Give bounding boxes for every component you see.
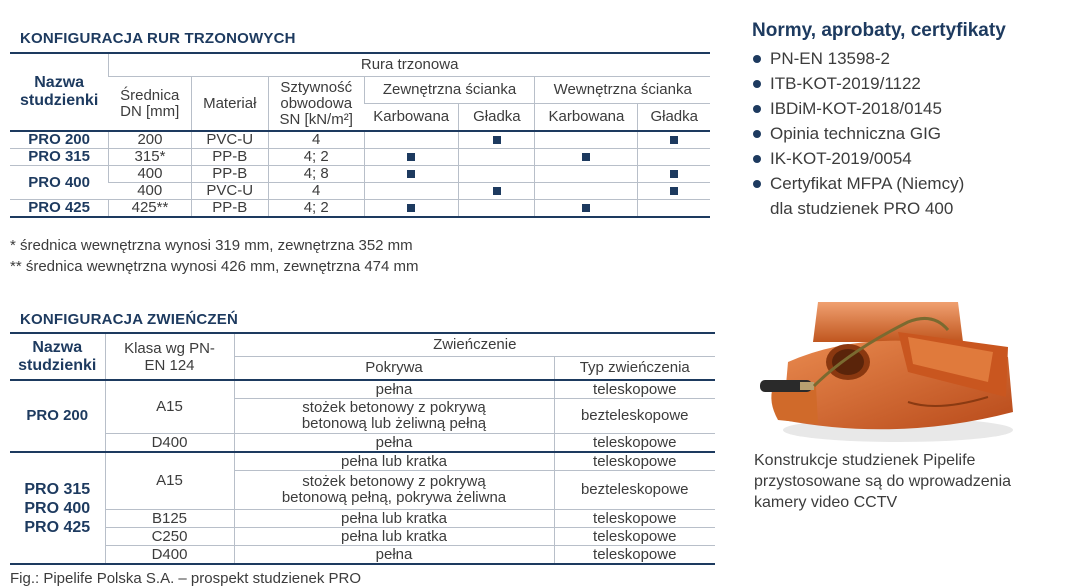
bullet-icon xyxy=(753,80,761,88)
norm-text: Opinia techniczna GIG xyxy=(770,124,942,143)
square-marker-icon xyxy=(493,187,501,195)
header-outer: Zewnętrzna ścianka xyxy=(364,77,535,104)
table-row xyxy=(10,183,710,200)
cover-header-cover: Pokrywa xyxy=(234,357,554,381)
header-pipe: Rura trzonowa xyxy=(109,53,710,77)
norm-text: IBDiM-KOT-2018/0145 xyxy=(770,99,942,118)
cover-class-b125: B125 xyxy=(105,510,234,528)
table-row xyxy=(10,149,710,166)
diameter-cell: 425** xyxy=(109,200,191,218)
cut-off-text: Fig.: Pipelife Polska S.A. – prospekt studzienek PRO xyxy=(10,570,361,587)
bullet-icon xyxy=(753,105,761,113)
cover-config-table xyxy=(10,332,715,565)
row-name: PRO 425 xyxy=(10,200,109,218)
mark-cell xyxy=(364,166,459,183)
table-row xyxy=(10,434,715,453)
stiffness-cell: 4; 8 xyxy=(268,166,364,183)
mark-cell xyxy=(459,149,535,166)
cover-name-pro425: PRO 425 xyxy=(24,518,91,536)
square-marker-icon xyxy=(493,136,501,144)
norm-text: IK-KOT-2019/0054 xyxy=(770,149,912,168)
material-cell: PP-B xyxy=(191,149,268,166)
mark-cell xyxy=(638,149,710,166)
list-item xyxy=(752,96,964,121)
cover-class-d400: D400 xyxy=(105,546,234,565)
cover-header-class: Klasa wg PN-EN 124 xyxy=(105,333,234,380)
cover-class-c250: C250 xyxy=(105,528,234,546)
cover-cell: stożek betonowy z pokrywą betonową lub żeliwną pełną xyxy=(234,399,554,434)
table-row xyxy=(10,200,710,218)
bullet-icon xyxy=(753,180,761,188)
cover-cell: pełna xyxy=(234,434,554,453)
header-material: Materiał xyxy=(191,77,268,132)
mark-cell xyxy=(459,183,535,200)
cover-cell: stożek betonowy z pokrywą betonową pełną, pokrywa żeliwna xyxy=(234,471,554,510)
photo-caption: Konstrukcje studzienek Pipelife przystosowane są do wprowadzenia kamery video CCTV xyxy=(754,452,1012,511)
square-marker-icon xyxy=(407,153,415,161)
bullet-icon xyxy=(753,155,761,163)
list-item xyxy=(752,171,964,221)
mark-cell xyxy=(364,183,459,200)
cover-cell: pełna xyxy=(234,546,554,565)
mark-cell xyxy=(459,131,535,149)
mark-cell xyxy=(535,183,638,200)
table-row xyxy=(10,528,715,546)
list-item xyxy=(752,71,964,96)
stiffness-cell: 4 xyxy=(268,183,364,200)
header-name: Nazwa studzienki xyxy=(10,53,109,131)
mark-cell xyxy=(364,131,459,149)
material-cell: PVC-U xyxy=(191,183,268,200)
type-cell: teleskopowe xyxy=(554,380,715,399)
mark-cell xyxy=(535,200,638,218)
footnote-2: ** średnica wewnętrzna wynosi 426 mm, zewnętrzna 474 mm xyxy=(10,258,419,275)
type-cell: bezteleskopowe xyxy=(554,399,715,434)
header-inner-corrugated: Karbowana xyxy=(535,104,638,132)
cover-header-group: Zwieńczenie xyxy=(234,333,715,357)
diameter-cell: 400 xyxy=(109,166,191,183)
bullet-icon xyxy=(753,130,761,138)
header-stiffness-text: Sztywność obwodowa SN [kN/m²] xyxy=(279,78,353,128)
pipe-config-title: KONFIGURACJA RUR TRZONOWYCH xyxy=(20,30,296,47)
stiffness-cell: 4; 2 xyxy=(268,149,364,166)
table-row xyxy=(10,510,715,528)
cover-cell: pełna lub kratka xyxy=(234,452,554,471)
mark-cell xyxy=(638,131,710,149)
cover-class-a15: A15 xyxy=(105,452,234,510)
table-row xyxy=(10,380,715,399)
cover-header-type: Typ zwieńczenia xyxy=(554,357,715,381)
mark-cell xyxy=(638,166,710,183)
table-row xyxy=(10,131,710,149)
cover-name-pro400: PRO 400 xyxy=(24,499,91,517)
mark-cell xyxy=(459,166,535,183)
mark-cell xyxy=(364,149,459,166)
mark-cell xyxy=(535,166,638,183)
square-marker-icon xyxy=(670,136,678,144)
mark-cell xyxy=(638,183,710,200)
table-row xyxy=(10,166,710,183)
manhole-photo xyxy=(758,302,1018,444)
header-inner-smooth: Gładka xyxy=(638,104,710,132)
diameter-cell: 200 xyxy=(109,131,191,149)
header-inner: Wewnętrzna ścianka xyxy=(535,77,710,104)
stiffness-cell: 4; 2 xyxy=(268,200,364,218)
norm-text: Certyfikat MFPA (Niemcy) xyxy=(770,174,965,193)
row-name: PRO 200 xyxy=(10,131,109,149)
diameter-cell: 315* xyxy=(109,149,191,166)
square-marker-icon xyxy=(407,204,415,212)
cover-cell: pełna lub kratka xyxy=(234,528,554,546)
table-row xyxy=(10,452,715,471)
type-cell: bezteleskopowe xyxy=(554,471,715,510)
material-cell: PP-B xyxy=(191,166,268,183)
footnote-1: * średnica wewnętrzna wynosi 319 mm, zewnętrzna 352 mm xyxy=(10,237,413,254)
table-row xyxy=(10,546,715,565)
square-marker-icon xyxy=(670,170,678,178)
square-marker-icon xyxy=(670,187,678,195)
list-item xyxy=(752,121,964,146)
cover-name-pro200: PRO 200 xyxy=(10,380,105,452)
cover-class-d400: D400 xyxy=(105,434,234,453)
pipe-config-table xyxy=(10,52,710,218)
list-item xyxy=(752,46,964,71)
material-cell: PP-B xyxy=(191,200,268,218)
stiffness-cell: 4 xyxy=(268,131,364,149)
cover-cell: pełna lub kratka xyxy=(234,510,554,528)
cover-header-name: Nazwa studzienki xyxy=(10,333,105,380)
bullet-icon xyxy=(753,55,761,63)
diameter-cell: 400 xyxy=(109,183,191,200)
norm-subtext: dla studzienek PRO 400 xyxy=(770,199,954,218)
row-name: PRO 315 xyxy=(10,149,109,166)
type-cell: teleskopowe xyxy=(554,452,715,471)
cover-config-title: KONFIGURACJA ZWIEŃCZEŃ xyxy=(20,311,239,328)
square-marker-icon xyxy=(582,153,590,161)
mark-cell xyxy=(364,200,459,218)
header-outer-corrugated: Karbowana xyxy=(364,104,459,132)
header-outer-smooth: Gładka xyxy=(459,104,535,132)
header-diameter: Średnica DN [mm] xyxy=(109,77,191,132)
type-cell: teleskopowe xyxy=(554,528,715,546)
norm-text: ITB-KOT-2019/1122 xyxy=(770,74,921,93)
type-cell: teleskopowe xyxy=(554,434,715,453)
material-cell: PVC-U xyxy=(191,131,268,149)
norm-text: PN-EN 13598-2 xyxy=(770,49,891,68)
cover-class-a15: A15 xyxy=(105,380,234,434)
mark-cell xyxy=(535,131,638,149)
norms-title: Normy, aprobaty, certyfikaty xyxy=(752,20,1006,41)
cover-name-group2 xyxy=(10,452,105,564)
mark-cell xyxy=(638,200,710,218)
type-cell: teleskopowe xyxy=(554,546,715,565)
row-name: PRO 400 xyxy=(10,166,109,200)
header-stiffness xyxy=(268,77,364,132)
norms-list xyxy=(752,46,964,221)
square-marker-icon xyxy=(582,204,590,212)
cover-name-pro315: PRO 315 xyxy=(24,480,91,498)
mark-cell xyxy=(459,200,535,218)
list-item xyxy=(752,146,964,171)
mark-cell xyxy=(535,149,638,166)
square-marker-icon xyxy=(407,170,415,178)
cover-cell: pełna xyxy=(234,380,554,399)
type-cell: teleskopowe xyxy=(554,510,715,528)
